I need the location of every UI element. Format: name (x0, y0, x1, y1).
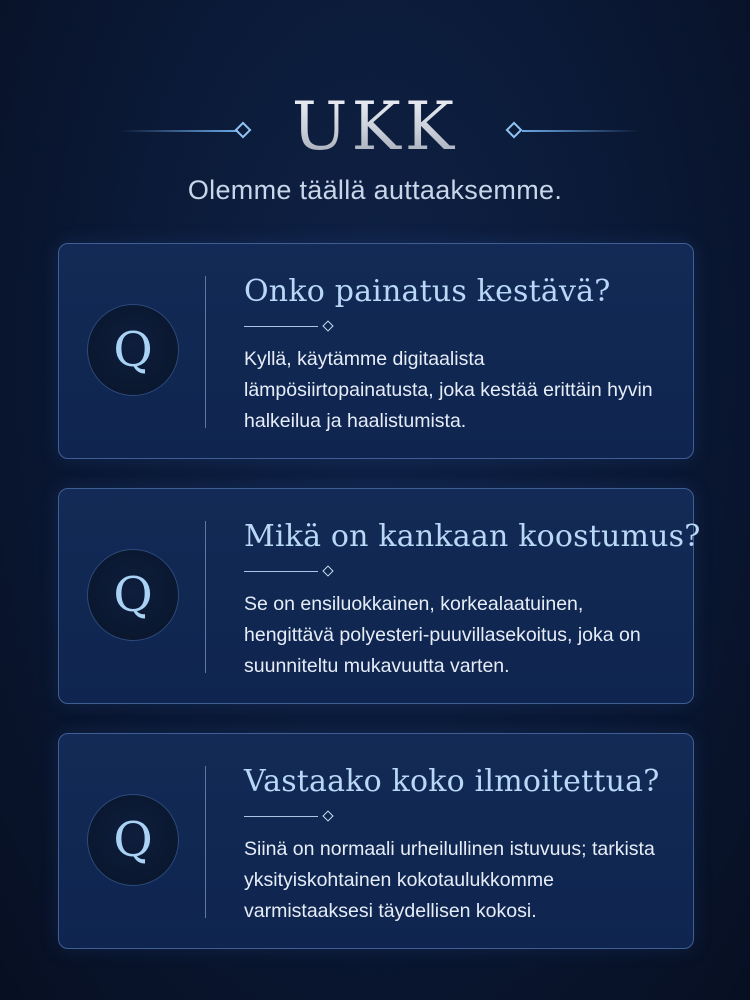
page-title: UKK (0, 88, 750, 165)
question-underline (244, 326, 318, 327)
question-underline (244, 571, 318, 572)
faq-answer: Se on ensiluokkainen, korkealaatuinen, hengittävä polyesteri-puuvillasekoitus, joka on suunniteltu mukavuutta varten. (244, 593, 641, 677)
faq-question: Onko painatus kestävä? (244, 274, 611, 309)
q-badge-icon: Q (87, 304, 179, 396)
faq-card (58, 733, 694, 949)
card-divider (205, 521, 206, 673)
faq-card (58, 243, 694, 459)
header-right-rule (522, 130, 640, 132)
faq-answer: Siinä on normaali urheilullinen istuvuus; tarkista yksityiskohtainen kokotaulukkomme varmistaaksesi täydellisen kokosi. (244, 838, 655, 922)
diamond-icon (322, 810, 333, 821)
diamond-icon (322, 320, 333, 331)
question-underline (244, 816, 318, 817)
diamond-icon (322, 565, 333, 576)
faq-question: Vastaako koko ilmoitettua? (244, 764, 660, 799)
faq-card (58, 488, 701, 704)
faq-header (0, 0, 750, 240)
card-divider (205, 276, 206, 428)
faq-question: Mikä on kankaan koostumus? (244, 519, 701, 554)
q-badge-icon: Q (87, 794, 179, 886)
card-divider (205, 766, 206, 918)
q-badge-icon: Q (87, 549, 179, 641)
page-subtitle: Olemme täällä auttaaksemme. (187, 175, 563, 205)
faq-answer: Kyllä, käytämme digitaalista lämpösiirtopainatusta, joka kestää erittäin hyvin halkeilua ja haalistumista. (244, 348, 653, 432)
